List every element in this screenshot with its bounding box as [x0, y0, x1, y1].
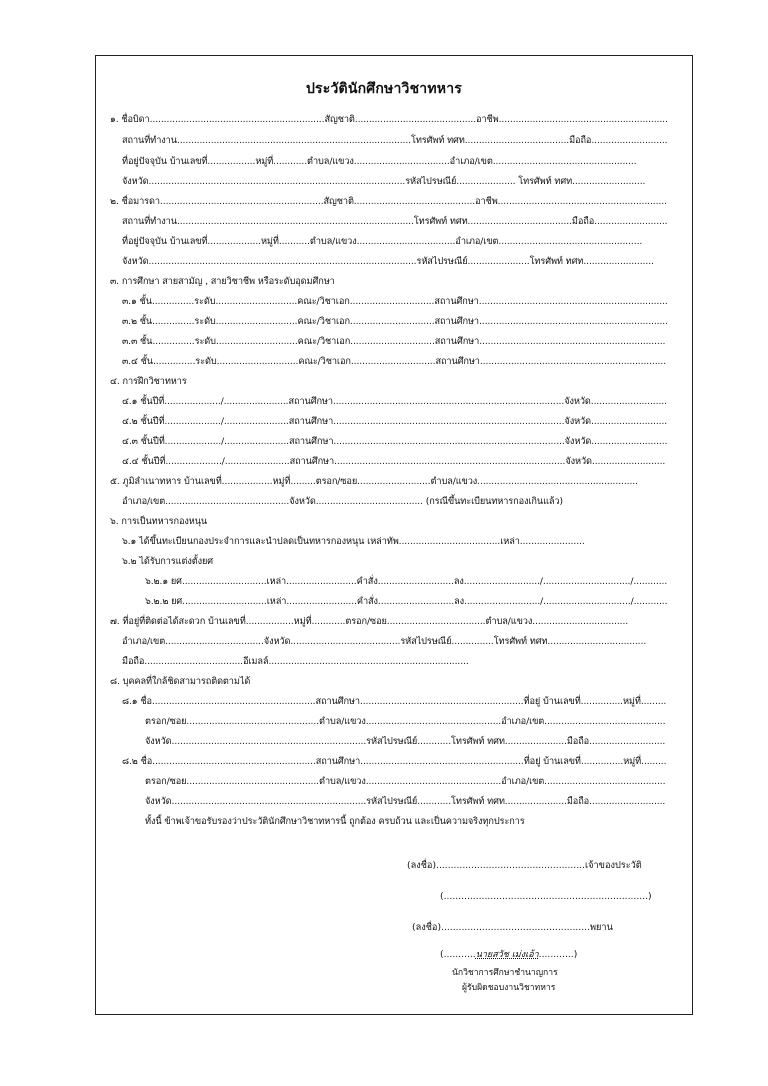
form-line-9: ๓. การศึกษา สายสามัญ , สายวิชาชีพ หรือระดับอุดมศึกษา	[110, 276, 335, 287]
form-line-3: ที่อยู่ปัจจุบัน บ้านเลขที่.................หมู่ที่............ตำบล/แขวง..................................อำเภอ/เขต...................................................	[122, 156, 637, 167]
page-title: ประวัตินักศึกษาวิชาทหาร	[305, 81, 463, 97]
form-line-25: ๖.๒.๒ ยศ..............................เหล่า.........................คำสั่ง...........................ลง.........................../.............................../............	[145, 596, 668, 607]
form-line-12: ๓.๓ ชั้น...............ระดับ.............................คณะ/วิชาเอก..............................สถานศึกษา..................................................................	[122, 336, 666, 347]
form-line-24: ๖.๒.๑ ยศ..............................เหล่า.........................คำสั่ง...........................ลง.........................../.............................../............	[145, 576, 668, 587]
form-line-31: ตรอก/ซอย...............................................ตำบล/แขวง................................................อำเภอ/เขต...........................................	[145, 716, 666, 727]
form-line-29: ๘. บุคคลที่ใกล้ชิดสามารถติดตามได้	[110, 676, 251, 687]
form-line-10: ๓.๑ ชั้น...............ระดับ.............................คณะ/วิชาเอก..............................สถานศึกษา...................................................................	[122, 296, 668, 307]
form-line-11: ๓.๒ ชั้น...............ระดับ.............................คณะ/วิชาเอก..............................สถานศึกษา...................................................................	[122, 316, 668, 327]
form-line-1: ๑. ชื่อบิดา..............................................................สัญชาติ...........................................อาชีพ............................................................	[110, 114, 668, 125]
form-line-30: ๘.๑ ชื่อ..........................................................สถานศึกษา..........................................................ที่อยู่ บ้านเลขที่...............หมู่ที่.........	[122, 696, 667, 707]
form-line-18: ๔.๔ ชั้นปีที่..................../.......................สถานศึกษา..................................................................................จังหวัด..........................	[122, 456, 666, 467]
witness-position: นักวิชาการศึกษาชำนาญการ	[452, 968, 558, 978]
witness-name-open: (...........	[440, 949, 476, 960]
form-line-20: อำเภอ/เขต............................................จังหวัด...................................... (กรณีขึ้นทะเบียนทหารกองเกินแล้ว)	[122, 496, 563, 507]
form-line-5: ๒. ชื่อมารดา..........................................................สัญชาติ...........................................อาชีพ............................................................	[110, 196, 667, 207]
form-line-26: ๗. ที่อยู่ที่ติดต่อได้สะดวก บ้านเลขที่.................หมู่ที่............ตรอก/ซอย...................................ตำบล/แขวง..................................	[110, 616, 629, 627]
form-line-2: สถานที่ทำงาน...................................................................................โทรศัพท์ ทศท.....................................มือถือ...........................	[122, 135, 668, 146]
form-line-21: ๖. การเป็นทหารกองหนุน	[110, 516, 208, 527]
form-line-6: สถานที่ทำงาน....................................................................................โทรศัพท์ ทศท.....................................มือถือ..........................	[122, 216, 668, 227]
form-line-27: อำเภอ/เขต...................................จังหวัด.......................................รหัสไปรษณีย์...............โทรศัพท์ ทศท...................................	[122, 636, 647, 647]
form-line-13: ๓.๔ ชั้น...............ระดับ.............................คณะ/วิชาเอก..............................สถานศึกษา..................................................................	[122, 356, 667, 367]
form-line-17: ๔.๓ ชั้นปีที่..................../.......................สถานศึกษา..................................................................................จังหวัด...........................	[122, 436, 668, 447]
owner-signature-line: (ลงชื่อ)...................................................เจ้าของประวัติ	[407, 860, 642, 871]
form-line-34: ตรอก/ซอย...............................................ตำบล/แขวง................................................อำเภอ/เขต...........................................	[145, 776, 666, 787]
form-line-28: มือถือ...................................อีเมลล์.......................................................................	[122, 656, 469, 667]
form-line-7: ที่อยู่ปัจจุบัน บ้านเลขที่...................หมู่ที่...........ตำบล/แขวง...................................อำเภอ/เขต...................................................	[122, 236, 643, 247]
form-line-33: ๘.๒ ชื่อ..........................................................สถานศึกษา..........................................................ที่อยู่ บ้านเลขที่...............หมู่ที่.........	[122, 756, 667, 767]
form-line-8: จังหวัด...............................................................................................รหัสไปรษณีย์......................โทรศัพท์ ทศท.........................	[122, 256, 654, 267]
form-line-15: ๔.๑ ชั้นปีที่..................../.......................สถานศึกษา..................................................................................จังหวัด...........................	[122, 396, 667, 407]
form-line-32: จังหวัด.....................................................................รหัสไปรษณีย์............โทรศัพท์ ทศท......................มือถือ...........................	[145, 736, 666, 747]
witness-handwritten-name: นายสวัช เม่งเอ้า	[475, 950, 539, 960]
form-line-16: ๔.๒ ชั้นปีที่..................../.......................สถานศึกษา..................................................................................จังหวัด...........................	[122, 416, 668, 427]
form-line-19: ๕. ภูมิลำเนาทหาร บ้านเลขที่..................หมู่ที่.........ตรอก/ซอย..........................ตำบล/แขวง.........................................................	[110, 476, 638, 487]
witness-signature-line: (ลงชื่อ)...................................................พยาน	[412, 922, 613, 933]
witness-name-line	[440, 949, 577, 961]
witness-name-close: ............)	[538, 949, 578, 960]
form-line-14: ๔. การฝึกวิชาทหาร	[110, 376, 187, 387]
certification-statement: ทั้งนี้ ข้าพเจ้าขอรับรองว่าประวัตินักศึกษาวิชาทหารนี้ ถูกต้อง ครบถ้วน และเป็นความจริงทุกประการ	[145, 816, 525, 827]
owner-name-line: (......................................................................)	[440, 891, 652, 902]
witness-duty: ผู้รับผิดชอบงานวิชาทหาร	[462, 983, 556, 993]
form-line-35: จังหวัด.....................................................................รหัสไปรษณีย์............โทรศัพท์ ทศท......................มือถือ...........................	[145, 796, 666, 807]
form-line-4: จังหวัด...........................................................................................รหัสไปรษณีย์..................... โทรศัพท์ ทศท..........................	[122, 176, 646, 187]
form-line-22: ๖.๑ ได้ขึ้นทะเบียนกองประจำการและนำปลดเป็นทหารกองหนุน เหล่าทัพ....................................เหล่า.......................	[122, 536, 585, 547]
form-line-23: ๖.๒ ได้รับการแต่งตั้งยศ	[122, 556, 213, 567]
